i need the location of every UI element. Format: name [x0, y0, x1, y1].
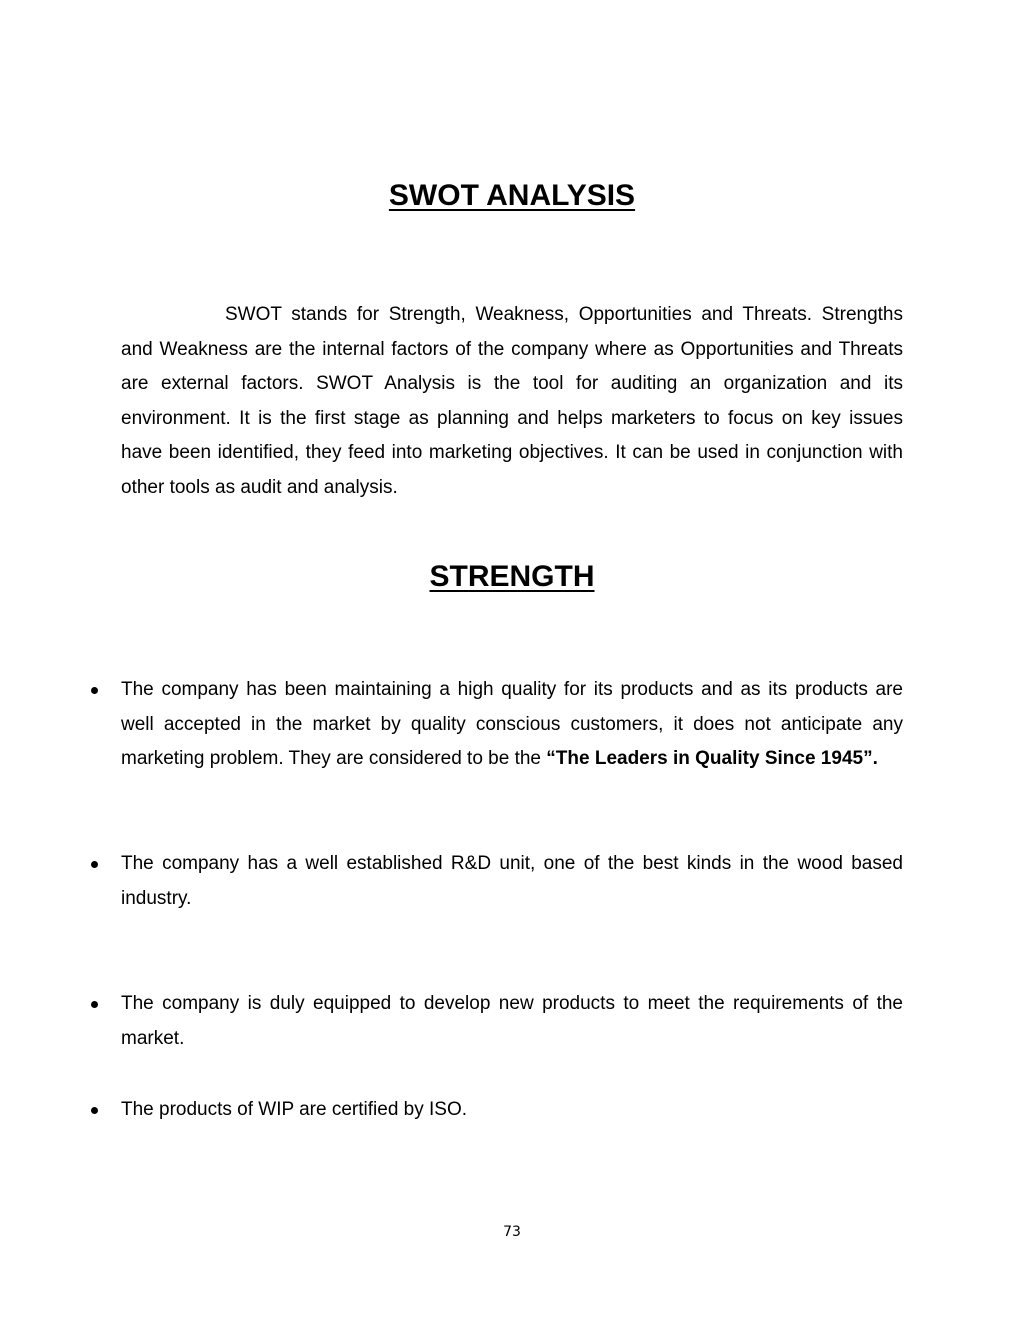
- page-title: SWOT ANALYSIS: [388, 179, 636, 212]
- list-item: [121, 1093, 903, 1128]
- bullet-icon: [91, 687, 98, 694]
- bullet-icon: [91, 1001, 98, 1008]
- list-item-text: The products of WIP are certified by ISO.: [121, 1099, 468, 1120]
- list-item: [121, 673, 903, 777]
- list-item-text: The company has a well established R&D unit, one of the best kinds in the wood based industry.: [121, 853, 903, 909]
- intro-paragraph: SWOT stands for Strength, Weakness, Opportunities and Threats. Strengths and Weakness are the internal factors of the company where as Opportunities and Threats are external factors. SWOT Analysis is the tool for auditing an organization and its environment. It is the first stage as planning and helps marketers to focus on key issues have been identified, they feed into marketing objectives. It can be used in conjunction with other tools as audit and analysis.: [121, 304, 903, 498]
- list-item-text: The company is duly equipped to develop new products to meet the requirements of the market.: [121, 993, 903, 1049]
- page-number: 73: [503, 1224, 521, 1240]
- bullet-icon: [91, 861, 98, 868]
- list-item-text: The company has been maintaining a high quality for its products and as its products are well accepted in the market by quality conscious customers, it does not anticipate any marketing problem. They are considered to be the: [121, 679, 903, 770]
- bullet-icon: [91, 1107, 98, 1114]
- list-item: [121, 847, 903, 916]
- section-heading-strength: STRENGTH: [429, 560, 595, 593]
- list-item-emphasis: “The Leaders in Quality Since 1945”.: [546, 748, 878, 770]
- list-item: [121, 987, 903, 1056]
